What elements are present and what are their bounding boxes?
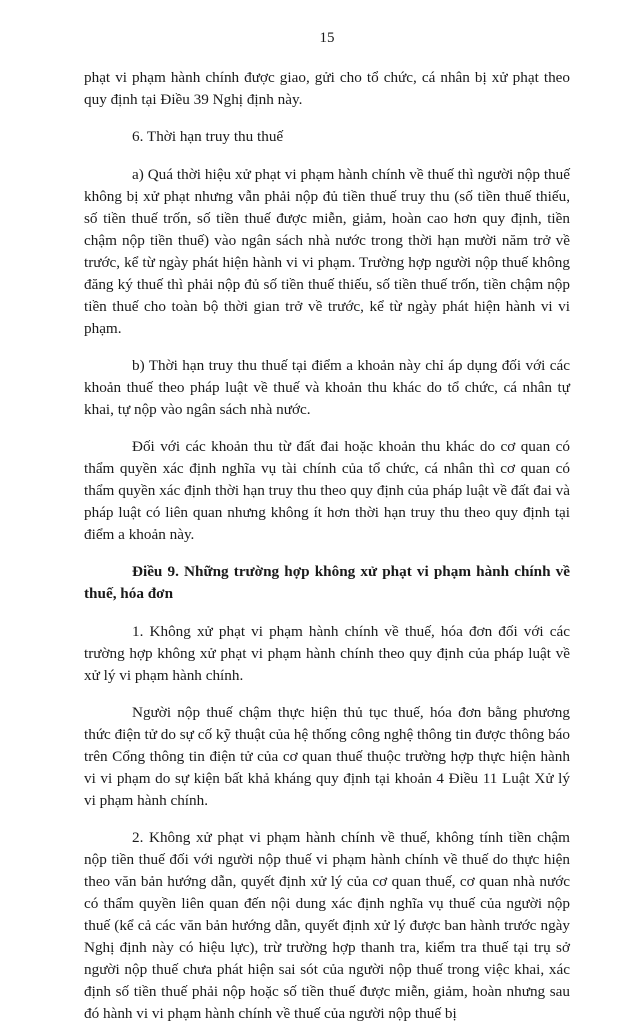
paragraph-9-2: 2. Không xử phạt vi phạm hành chính về thuế, không tính tiền chậm nộp tiền thuế đối với người nộp thuế vi phạm hành chính về thuế do thực hiện theo văn bản hướng dẫn, quyết định xử lý của cơ quan thuế, cơ quan nhà nước có thẩm quyền liên quan đến nội dung xác định nghĩa vụ thuế của người nộp thuế (kể cả các văn bản hướng dẫn, quyết định xử lý được ban hành trước ngày Nghị định này có hiệu lực), trừ trường hợp thanh tra, kiểm tra thuế tại trụ sở người nộp thuế chưa phát hiện sai sót của người nộp thuế trong việc khai, xác định số tiền thuế phải nộp hoặc số tiền thuế được miễn, giảm, hoàn nhưng sau đó hành vi vi phạm hành chính về thuế của người nộp thuế bị [84, 829, 570, 1022]
paragraph-land-revenue: Đối với các khoản thu từ đất đai hoặc khoản thu khác do cơ quan có thẩm quyền xác định nghĩa vụ tài chính của tổ chức, cá nhân thì cơ quan có thẩm quyền xác định thời hạn truy thu theo quy định của pháp luật về đất đai và pháp luật có liên quan nhưng không ít hơn thời hạn truy thu theo quy định tại điểm a khoản này. [84, 438, 570, 543]
paragraph-continuation: phạt vi phạm hành chính được giao, gửi cho tổ chức, cá nhân bị xử phạt theo quy định tại Điều 39 Nghị định này. [84, 69, 570, 108]
paragraph-9-1-electronic: Người nộp thuế chậm thực hiện thủ tục thuế, hóa đơn bằng phương thức điện tử do sự cố kỹ thuật của hệ thống công nghệ thông tin được thông báo trên Cổng thông tin điện tử của cơ quan thuế thuộc trường hợp thực hiện hành vi vi phạm do sự kiện bất khả kháng quy định tại khoản 4 Điều 11 Luật Xử lý vi phạm hành chính. [84, 704, 570, 809]
paragraph-6b: b) Thời hạn truy thu thuế tại điểm a khoản này chỉ áp dụng đối với các khoản thuế theo pháp luật về thuế và khoản thu khác do tổ chức, cá nhân tự khai, tự nộp vào ngân sách nhà nước. [84, 357, 570, 418]
paragraph-6a: a) Quá thời hiệu xử phạt vi phạm hành chính về thuế thì người nộp thuế không bị xử phạt nhưng vẫn phải nộp đủ tiền thuế truy thu (số tiền thuế thiếu, số tiền thuế trốn, số tiền thuế được miễn, giảm, hoàn cao hơn quy định, tiền chậm nộp tiền thuế) vào ngân sách nhà nước trong thời hạn mười năm trở về trước, kể từ ngày phát hiện hành vi vi phạm. Trường hợp người nộp thuế không đăng ký thuế thì phải nộp đủ số tiền thuế thiếu, số tiền thuế trốn, tiền chậm nộp tiền thuế cho toàn bộ thời gian trở về trước, kể từ ngày phát hiện hành vi vi phạm. [84, 166, 570, 337]
section-heading-6: 6. Thời hạn truy thu thuế [132, 128, 284, 145]
article-9-title: Điều 9. Những trường hợp không xử phạt vi phạm hành chính về thuế, hóa đơn [84, 563, 570, 602]
paragraph-9-1: 1. Không xử phạt vi phạm hành chính về thuế, hóa đơn đối với các trường hợp không xử phạt vi phạm hành chính theo quy định của pháp luật về xử lý vi phạm hành chính. [84, 623, 570, 684]
page-number: 15 [319, 30, 335, 46]
